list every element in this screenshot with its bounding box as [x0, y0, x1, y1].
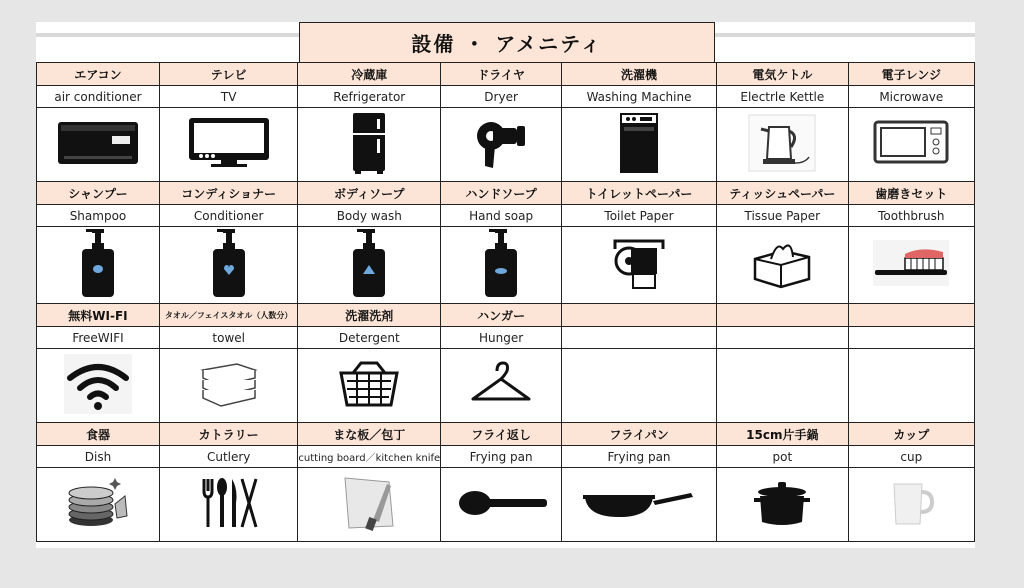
pot-icon — [752, 478, 812, 528]
icon-cell — [717, 349, 849, 423]
hand-soap-bottle-icon — [481, 227, 521, 299]
en-label-cell: Tissue Paper — [717, 205, 849, 227]
icon-cell — [441, 349, 562, 423]
dish-stack-icon — [65, 476, 131, 530]
hair-dryer-icon — [473, 116, 529, 170]
jp-label-cell: トイレットペーパー — [562, 182, 717, 205]
en-label-cell: Conditioner — [159, 205, 297, 227]
icon-cell — [298, 349, 441, 423]
en-label-cell: Refrigerator — [298, 86, 441, 108]
en-label-cell: FreeWIFI — [37, 327, 160, 349]
jp-label-cell — [717, 304, 849, 327]
icon-cell — [159, 349, 297, 423]
row-jp-labels — [37, 423, 975, 446]
shampoo-bottle-icon — [78, 227, 118, 299]
en-label-cell: Frying pan — [562, 446, 717, 468]
icon-cell — [37, 227, 160, 304]
jp-label-cell: まな板／包丁 — [298, 423, 441, 446]
cup-icon — [886, 478, 936, 528]
en-label-cell: Cutlery — [159, 446, 297, 468]
page-title: 設備 ・ アメニティ — [299, 22, 715, 62]
toothbrush-icon — [871, 238, 951, 288]
en-label-cell: cup — [848, 446, 974, 468]
jp-label-cell: ボディソープ — [298, 182, 441, 205]
jp-label-cell: カトラリー — [159, 423, 297, 446]
en-label-cell: Body wash — [298, 205, 441, 227]
jp-label-cell: タオル／フェイスタオル（人数分） — [159, 304, 297, 327]
row-en-labels — [37, 86, 975, 108]
jp-label-cell: 電子レンジ — [848, 63, 974, 86]
jp-label-cell — [848, 304, 974, 327]
tv-icon — [187, 116, 271, 170]
icon-cell — [717, 108, 849, 182]
jp-label-cell: 歯磨きセット — [848, 182, 974, 205]
microwave-icon — [871, 118, 951, 168]
jp-label-cell: ハンドソープ — [441, 182, 562, 205]
washing-machine-icon — [614, 111, 664, 175]
en-label-cell: pot — [717, 446, 849, 468]
icon-cell — [562, 468, 717, 542]
frying-pan-icon — [579, 483, 699, 523]
icon-cell — [298, 468, 441, 542]
row-jp-labels — [37, 63, 975, 86]
jp-label-cell: 洗濯洗剤 — [298, 304, 441, 327]
body-wash-bottle-icon — [349, 227, 389, 299]
laundry-basket-icon — [337, 359, 401, 409]
jp-label-cell: エアコン — [37, 63, 160, 86]
title-bar — [36, 22, 975, 62]
icon-cell — [848, 108, 974, 182]
row-icons — [37, 108, 975, 182]
jp-label-cell: シャンプー — [37, 182, 160, 205]
towel-stack-icon — [197, 356, 261, 412]
icon-cell — [562, 108, 717, 182]
jp-label-cell: 冷蔵庫 — [298, 63, 441, 86]
tissue-box-icon — [747, 235, 817, 291]
icon-cell — [848, 227, 974, 304]
row-icons — [37, 349, 975, 423]
icon-cell — [717, 227, 849, 304]
amenity-sheet — [36, 22, 975, 548]
en-label-cell: Detergent — [298, 327, 441, 349]
icon-cell — [159, 227, 297, 304]
en-label-cell: Shampoo — [37, 205, 160, 227]
icon-cell — [298, 227, 441, 304]
icon-cell — [441, 108, 562, 182]
icon-cell — [717, 468, 849, 542]
icon-cell — [159, 108, 297, 182]
row-jp-labels — [37, 304, 975, 327]
jp-label-cell: ハンガー — [441, 304, 562, 327]
en-label-cell: Washing Machine — [562, 86, 717, 108]
spatula-icon — [451, 483, 551, 523]
en-label-cell: Dryer — [441, 86, 562, 108]
row-icons — [37, 227, 975, 304]
icon-cell — [562, 349, 717, 423]
icon-cell — [441, 227, 562, 304]
row-jp-labels — [37, 182, 975, 205]
icon-cell — [159, 468, 297, 542]
icon-cell — [562, 227, 717, 304]
jp-label-cell: 無料WI-FI — [37, 304, 160, 327]
en-label-cell: Frying pan — [441, 446, 562, 468]
toilet-paper-icon — [609, 235, 669, 291]
en-label-cell: Electrle Kettle — [717, 86, 849, 108]
jp-label-cell — [562, 304, 717, 327]
en-label-cell: TV — [159, 86, 297, 108]
en-label-cell: Hand soap — [441, 205, 562, 227]
jp-label-cell: 電気ケトル — [717, 63, 849, 86]
en-label-cell: Toilet Paper — [562, 205, 717, 227]
jp-label-cell: ティッシュペーパー — [717, 182, 849, 205]
conditioner-bottle-icon — [209, 227, 249, 299]
row-en-labels — [37, 446, 975, 468]
amenity-table — [36, 62, 975, 542]
row-icons — [37, 468, 975, 542]
jp-label-cell: フライ返し — [441, 423, 562, 446]
electric-kettle-icon — [747, 113, 817, 173]
air-conditioner-icon — [56, 116, 140, 170]
cutting-board-knife-icon — [337, 474, 401, 532]
cutlery-icon — [196, 475, 262, 531]
icon-cell — [37, 108, 160, 182]
jp-label-cell: ドライヤ — [441, 63, 562, 86]
row-en-labels — [37, 205, 975, 227]
jp-label-cell: テレビ — [159, 63, 297, 86]
icon-cell — [848, 349, 974, 423]
en-label-cell — [848, 327, 974, 349]
hanger-icon — [469, 359, 533, 409]
jp-label-cell: 食器 — [37, 423, 160, 446]
en-label-cell: Microwave — [848, 86, 974, 108]
icon-cell — [37, 468, 160, 542]
jp-label-cell: コンディショナー — [159, 182, 297, 205]
en-label-cell: air conditioner — [37, 86, 160, 108]
icon-cell — [848, 468, 974, 542]
icon-cell — [37, 349, 160, 423]
en-label-cell: Dish — [37, 446, 160, 468]
en-label-cell: Toothbrush — [848, 205, 974, 227]
refrigerator-icon — [349, 111, 389, 175]
en-label-cell — [717, 327, 849, 349]
en-label-cell: towel — [159, 327, 297, 349]
icon-cell — [298, 108, 441, 182]
jp-label-cell: 15cm片手鍋 — [717, 423, 849, 446]
icon-cell — [441, 468, 562, 542]
jp-label-cell: 洗濯機 — [562, 63, 717, 86]
jp-label-cell: カップ — [848, 423, 974, 446]
wifi-icon — [64, 354, 132, 414]
en-label-cell — [562, 327, 717, 349]
en-label-cell: Hunger — [441, 327, 562, 349]
jp-label-cell: フライパン — [562, 423, 717, 446]
en-label-cell: cutting board／kitchen knife — [298, 446, 441, 468]
row-en-labels — [37, 327, 975, 349]
